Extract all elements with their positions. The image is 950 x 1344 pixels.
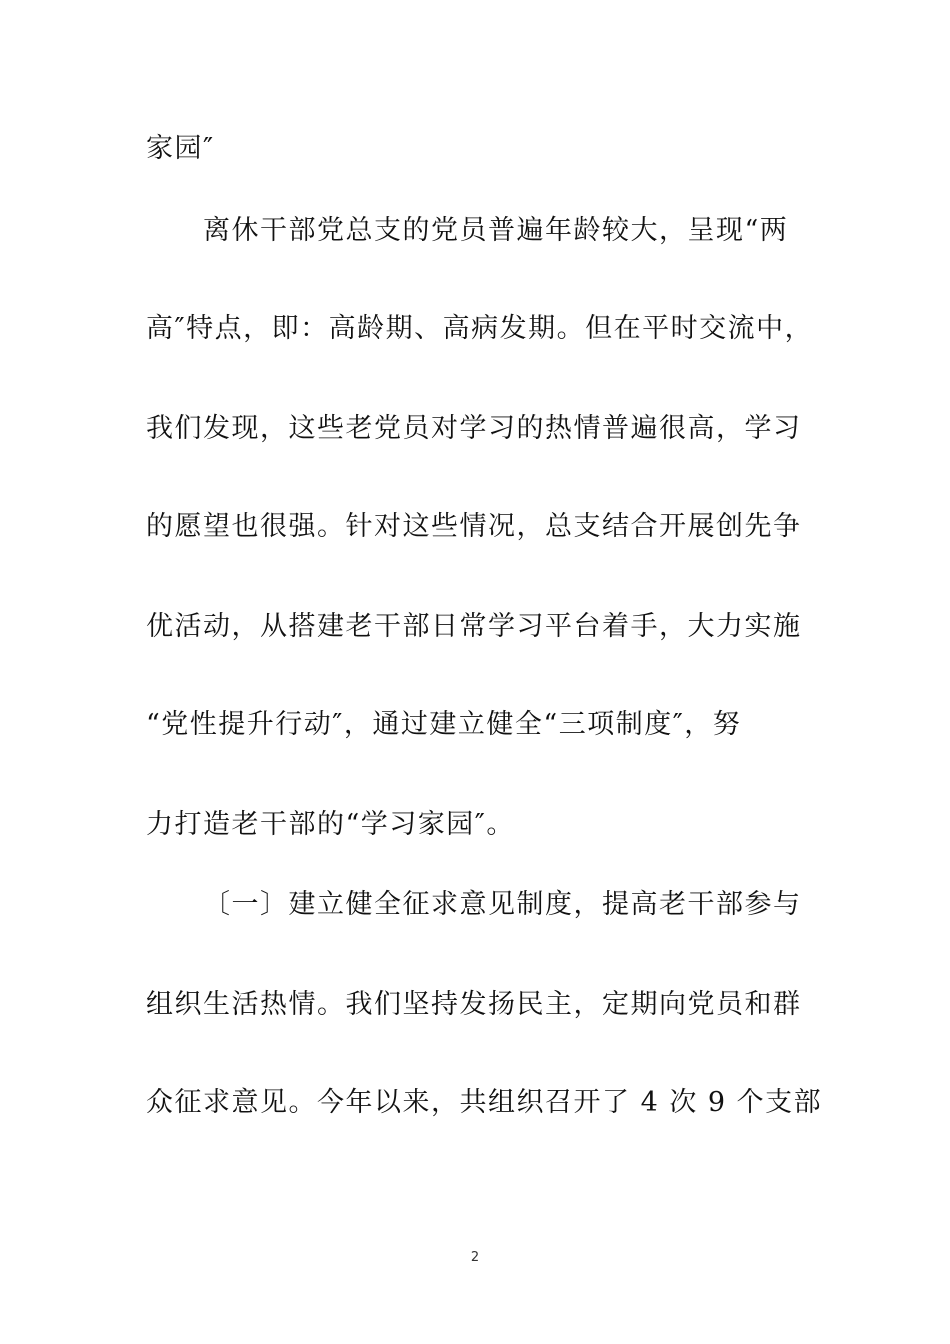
text-line-7: “党性提升行动″，通过建立健全“三项制度″，努 bbox=[146, 709, 742, 740]
text-line-5: 的愿望也很强。针对这些情况，总支结合开展创先争 bbox=[146, 511, 802, 542]
text-line-2: 离休干部党总支的党员普遍年龄较大，呈现“两 bbox=[203, 215, 789, 246]
text-line-9: 〔一〕建立健全征求意见制度，提高老干部参与 bbox=[203, 889, 802, 920]
text-line-6: 优活动，从搭建老干部日常学习平台着手，大力实施 bbox=[146, 611, 802, 642]
text-line-4: 我们发现，这些老党员对学习的热情普遍很高，学习 bbox=[146, 413, 802, 444]
text-line-1: 家园″ bbox=[146, 133, 215, 164]
text-line-10: 组织生活热情。我们坚持发扬民主，定期向党员和群 bbox=[146, 989, 802, 1020]
text-line-11: 众征求意见。今年以来，共组织召开了 4 次 9 个支部 bbox=[146, 1087, 823, 1118]
text-line-8: 力打造老干部的“学习家园″。 bbox=[146, 809, 515, 840]
page-number: 2 bbox=[470, 1250, 480, 1265]
text-line-3: 高″特点，即：高龄期、高病发期。但在平时交流中， bbox=[146, 313, 814, 344]
